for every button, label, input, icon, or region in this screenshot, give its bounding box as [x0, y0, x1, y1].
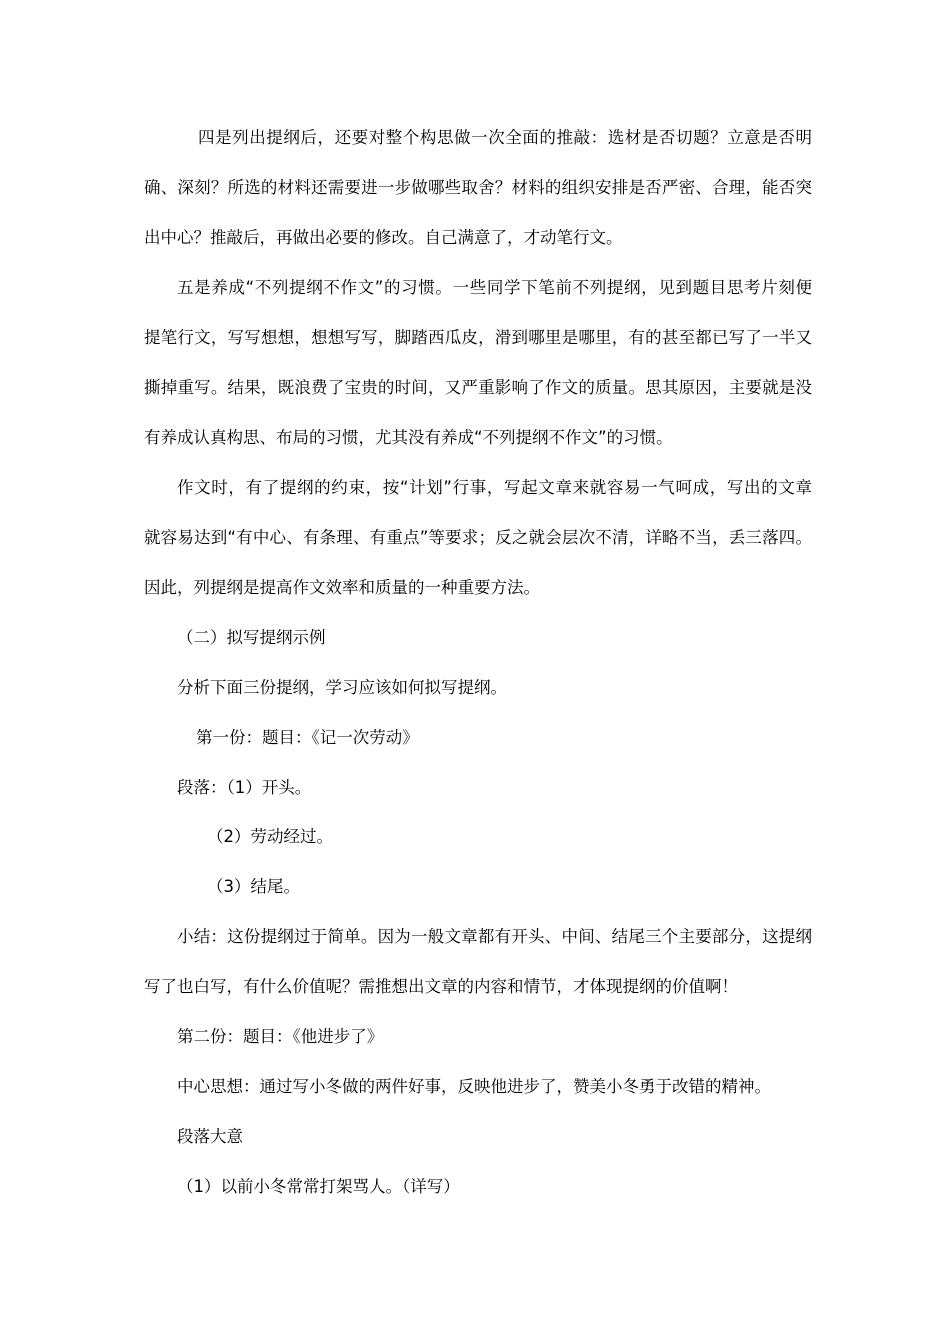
paragraph-6-line-1: 作文时，有了提纲的约束，按“计划”行事，写起文章来就容易一气呵成，写出的文章 — [177, 478, 812, 497]
paragraph-4-line-1: 四是列出提纲后，还要对整个构思做一次全面的推敲：选材是否切题？立意是否明 — [198, 128, 812, 147]
paragraph-5-line-4: 有养成认真构思、布局的习惯，尤其没有养成“不列提纲不作文”的习惯。 — [144, 428, 673, 447]
outline-1-item-3: （3）结尾。 — [207, 877, 300, 896]
outline-1-paragraphs: 段落：（1）开头。 — [177, 778, 312, 797]
outline-2-title: 第二份：题目：《他进步了》 — [177, 1027, 384, 1046]
paragraph-6-line-2: 就容易达到“有中心、有条理、有重点”等要求；反之就会层次不清，详略不当，丢三落四。 — [144, 528, 812, 547]
outline-1-item-2: （2）劳动经过。 — [207, 827, 333, 846]
paragraph-5-line-3: 撕掉重写。结果，既浪费了宝贵的时间，又严重影响了作文的质量。思其原因，主要就是没 — [144, 378, 812, 397]
paragraph-5-line-1: 五是养成“不列提纲不作文”的习惯。一些同学下笔前不列提纲，见到题目思考片刻便 — [177, 278, 812, 297]
outline-2-central-idea: 中心思想：通过写小冬做的两件好事，反映他进步了，赞美小冬勇于改错的精神。 — [177, 1077, 771, 1096]
outline-1-title: 第一份：题目：《记一次劳动》 — [196, 728, 419, 747]
paragraph-4-line-2: 确、深刻？所选的材料还需要进一步做哪些取舍？材料的组织安排是否严密、合理，能否突 — [144, 178, 812, 197]
paragraph-5-line-2: 提笔行文，写写想想，想想写写，脚踏西瓜皮，滑到哪里是哪里，有的甚至都已写了一半又 — [144, 328, 812, 347]
outline-2-item-1: （1）以前小冬常常打架骂人。（详写） — [177, 1177, 460, 1196]
outline-2-paragraph-heading: 段落大意 — [177, 1127, 243, 1146]
section-intro: 分析下面三份提纲，学习应该如何拟写提纲。 — [177, 678, 507, 697]
summary-line-1: 小结：这份提纲过于简单。因为一般文章都有开头、中间、结尾三个主要部分，这提纲 — [177, 927, 812, 946]
summary-line-2: 写了也白写，有什么价值呢？需推想出文章的内容和情节，才体现提纲的价值啊！ — [144, 977, 738, 996]
paragraph-6-line-3: 因此，列提纲是提高作文效率和质量的一种重要方法。 — [144, 578, 540, 597]
section-heading: （二）拟写提纲示例 — [177, 628, 326, 647]
paragraph-4-line-3: 出中心？推敲后，再做出必要的修改。自己满意了，才动笔行文。 — [144, 228, 623, 247]
